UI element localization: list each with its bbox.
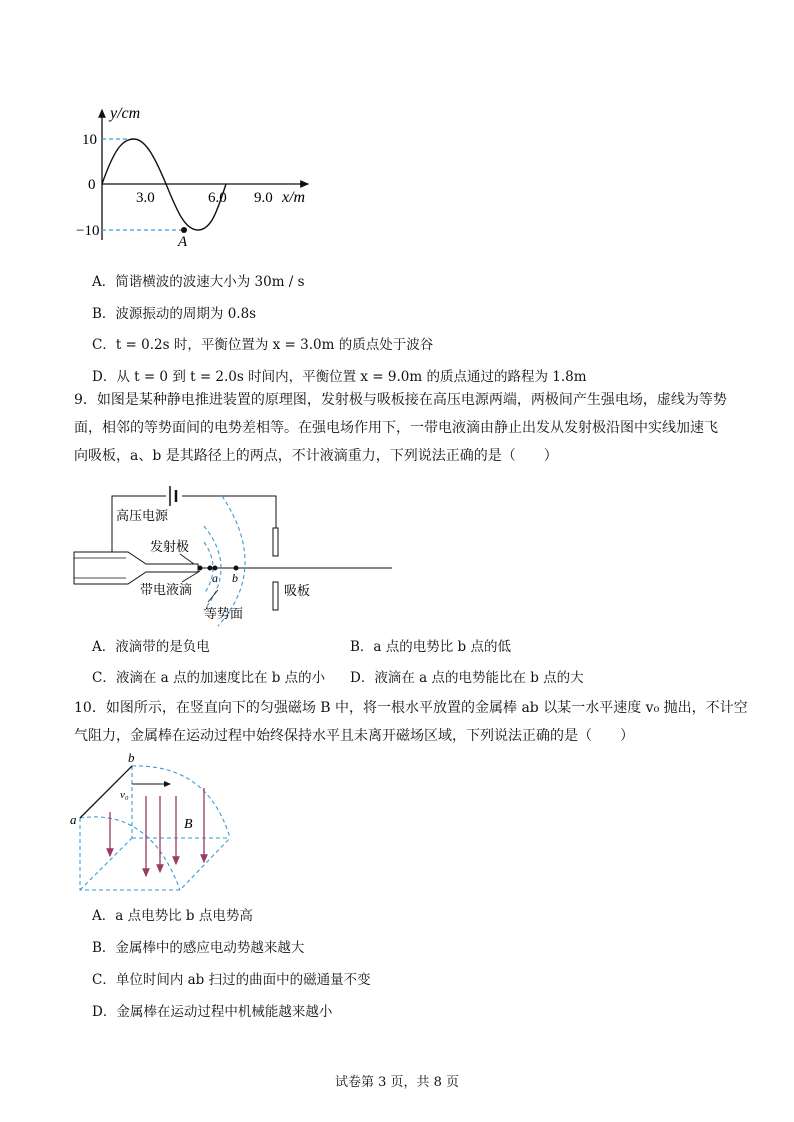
absorber-plate-bottom bbox=[273, 582, 278, 610]
q9-option-d: D．液滴在 a 点的电势能比在 b 点的大 bbox=[350, 670, 584, 686]
q9-stem-line2: 面，相邻的等势面间的电势差相等。在强电场作用下，一带电液滴由静止出发从发射极沿图中实线加速飞 bbox=[74, 420, 718, 436]
point-a-label: a bbox=[212, 571, 218, 585]
y-axis-label: y/cm bbox=[110, 105, 141, 122]
page-footer: 试卷第 3 页，共 8 页 bbox=[334, 1075, 460, 1090]
q8-option-d: D．从 t = 0 到 t = 2.0s 时间内，平衡位置 x = 9.0m 的质点通过的路程为 1.8m bbox=[92, 369, 587, 385]
y-tick-10: 10 bbox=[82, 132, 97, 148]
rod-end-a-label: a bbox=[70, 812, 77, 827]
point-a-dot bbox=[181, 227, 187, 233]
circuit-wire-right bbox=[182, 496, 276, 528]
q9-option-c: C．液滴在 a 点的加速度比在 b 点的小 bbox=[92, 670, 326, 686]
q8-option-c: C．t = 0.2s 时，平衡位置为 x = 3.0m 的质点处于波谷 bbox=[92, 337, 434, 353]
x-tick-9: 9.0 bbox=[254, 190, 273, 206]
equipotential-leader bbox=[208, 590, 218, 602]
x-axis-label: x/m bbox=[282, 189, 306, 206]
absorber-label: 吸板 bbox=[284, 583, 311, 598]
q8-option-a: A．简谐横波的波速大小为 30m / s bbox=[92, 274, 305, 290]
equipotential-label: 等势面 bbox=[204, 606, 244, 621]
magnetic-field-figure bbox=[70, 752, 250, 897]
droplet-label: 带电液滴 bbox=[140, 582, 193, 597]
field-b-label: B bbox=[184, 817, 193, 832]
field-box-diag bbox=[80, 838, 132, 890]
emitter-body bbox=[74, 552, 198, 584]
q9-stem-line1: 9．如图是某种静电推进装置的原理图，发射极与吸板接在高压电源两端，两极间产生强电场，虚线为等势 bbox=[74, 392, 727, 408]
velocity-label: v₀ bbox=[120, 789, 129, 801]
q10-option-a: A．a 点电势比 b 点电势高 bbox=[92, 908, 253, 924]
point-a-dot bbox=[213, 566, 218, 571]
q10-stem-line1: 10．如图所示，在竖直向下的匀强磁场 B 中，将一根水平放置的金属棒 ab 以某一水平速度 v₀ 抛出，不计空 bbox=[74, 700, 748, 716]
droplet-leader bbox=[182, 571, 200, 582]
q9-option-b: B．a 点的电势比 b 点的低 bbox=[350, 639, 511, 655]
rod-end-b-label: b bbox=[128, 750, 135, 765]
point-b-dot bbox=[234, 566, 239, 571]
power-label: 高压电源 bbox=[116, 508, 169, 523]
droplet-dot bbox=[208, 566, 213, 571]
trajectory-b bbox=[132, 766, 230, 838]
y-tick-0: 0 bbox=[88, 177, 96, 193]
electrostatic-thruster-figure bbox=[70, 478, 410, 628]
q10-option-d: D．金属棒在运动过程中机械能越来越小 bbox=[92, 1004, 333, 1020]
point-b-label: b bbox=[232, 571, 238, 585]
q9-option-a: A．液滴带的是负电 bbox=[92, 639, 210, 655]
absorber-plate-top bbox=[273, 528, 278, 556]
x-tick-3: 3.0 bbox=[136, 190, 155, 206]
q8-option-b: B．波源振动的周期为 0.8s bbox=[92, 306, 257, 322]
trajectory-a bbox=[80, 817, 180, 890]
droplet-dot bbox=[198, 566, 203, 571]
emitter-label: 发射极 bbox=[150, 539, 190, 554]
x-tick-6: 6.0 bbox=[208, 190, 227, 206]
point-a-label: A bbox=[178, 234, 188, 250]
field-box-outline bbox=[80, 818, 230, 890]
q9-stem-line3: 向吸板，a、b 是其路径上的两点，不计液滴重力，下列说法正确的是（ ） bbox=[74, 448, 558, 464]
y-tick-neg10: −10 bbox=[76, 223, 100, 239]
emitter-leader bbox=[180, 554, 194, 564]
q10-option-c: C．单位时间内 ab 扫过的曲面中的磁通量不变 bbox=[92, 972, 371, 988]
q10-option-b: B．金属棒中的感应电动势越来越大 bbox=[92, 940, 305, 956]
wave-graph bbox=[76, 100, 320, 250]
q10-stem-line2: 气阻力，金属棒在运动过程中始终保持水平且未离开磁场区域，下列说法正确的是（ ） bbox=[74, 728, 634, 744]
